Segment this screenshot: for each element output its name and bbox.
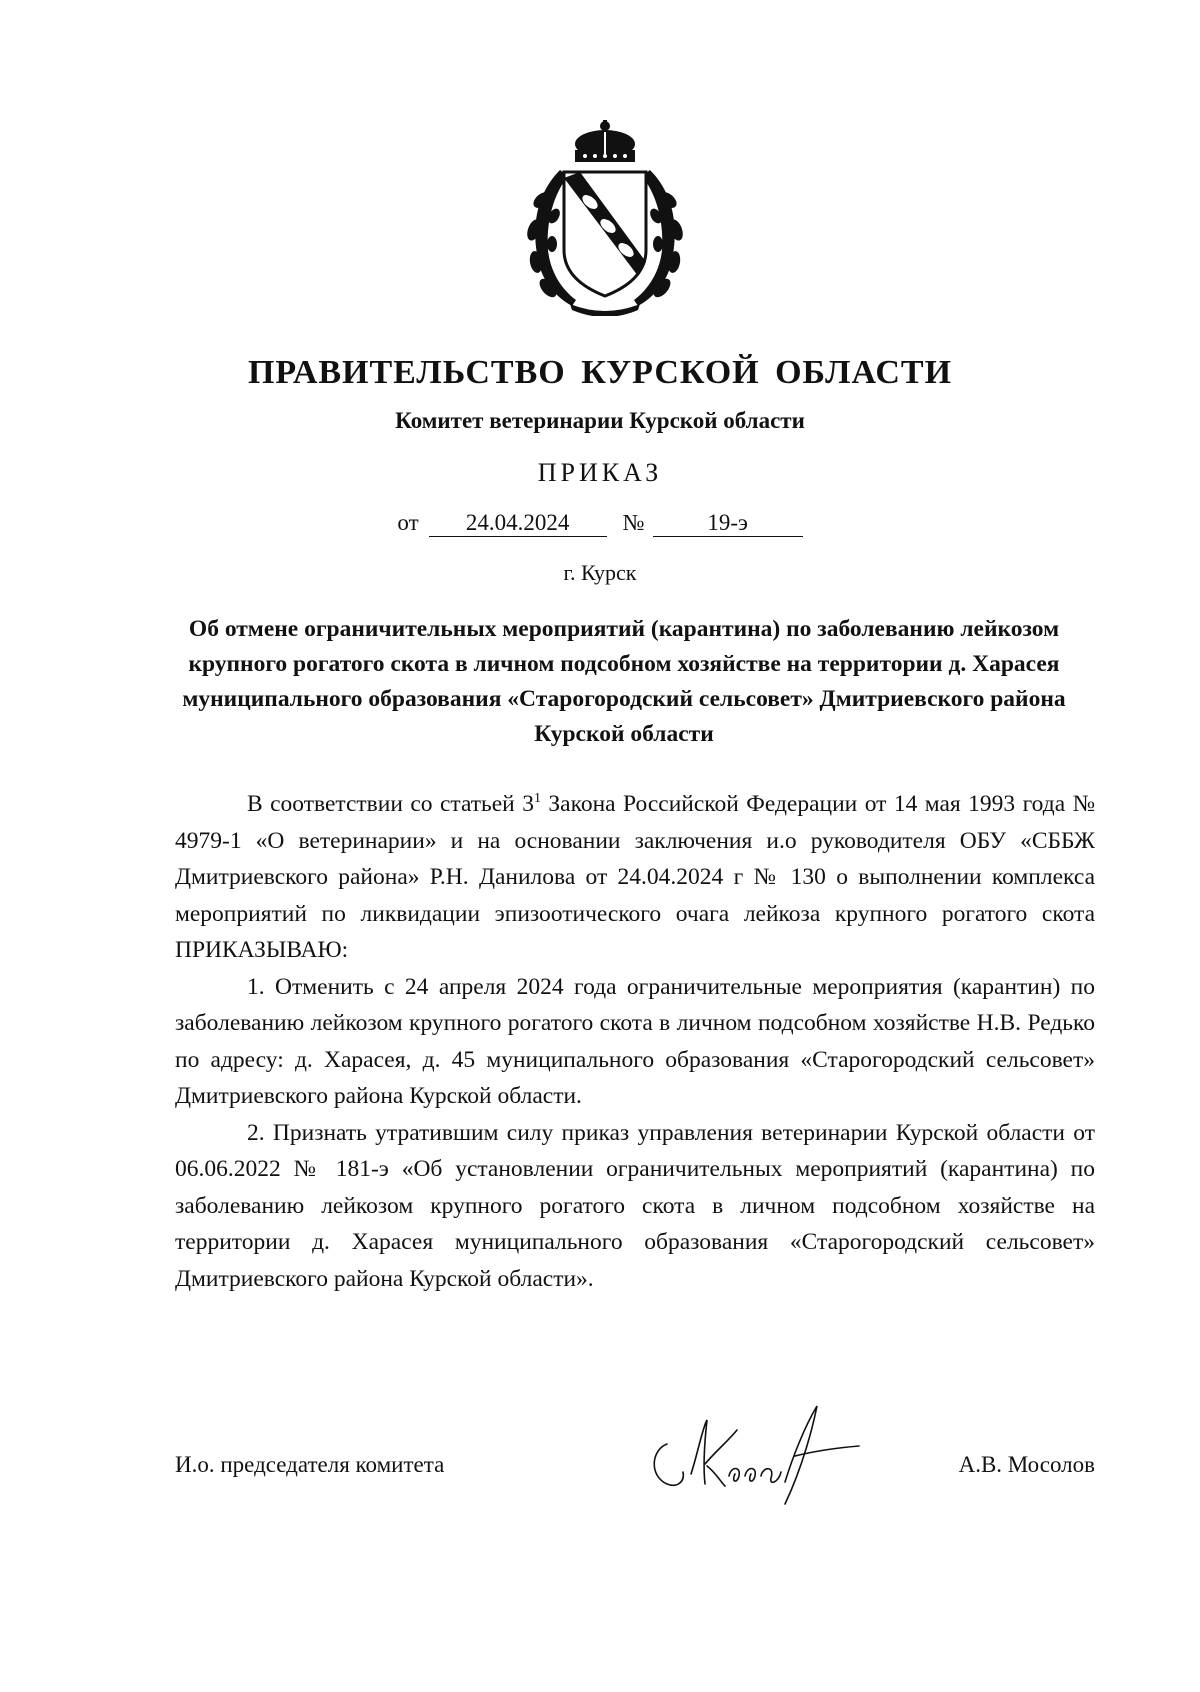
handwritten-signature [645,1386,870,1516]
paragraph-preamble [175,786,1095,969]
preamble-text-end: Закона Российской Федерации от 14 мая 1993 года № 4979-1 «О ветеринарии» и на основании заключения и.о руководителя ОБУ «СББЖ Дмитриевского района» Р.Н. Данилова от 24.04.2024 г № 130 о выполнении комплекса мероприятий по ликвидации эпизоотического очага лейкоза крупного рогатого скота ПРИКАЗЫВАЮ: [175,791,1095,963]
document-type: ПРИКАЗ [537,458,663,487]
government-heading: ПРАВИТЕЛЬСТВО КУРСКОЙ ОБЛАСТИ [247,354,953,391]
date-prefix: от [397,510,419,535]
city-line: г. Курск [563,560,637,585]
signatory-role: И.о. председателя комитета [175,1452,445,1477]
paragraph-item-2: 2. Признать утратившим силу приказ управления ветеринарии Курской области от 06.06.2022 № 181-э «Об установлении ограничительных мероприятий (карантина) по заболеванию лейкозом крупного рогатого скота в личном подсобном хозяйстве на территории д. Харасея муниципального образования «Старогородский сельсовет» Дмитриевского района Курской области». [175,1119,1095,1292]
document-body [175,786,1095,1297]
number-sign: № [622,510,645,535]
article-superscript: 1 [533,791,541,807]
signatory-name: А.В. Мосолов [958,1452,1095,1477]
coat-of-arms-emblem [520,120,690,316]
preamble-text-start: В соответствии со статьей 3 [247,791,534,817]
committee-heading: Комитет ветеринарии Курской области [395,408,805,433]
paragraph-item-1: 1. Отменить с 24 апреля 2024 года ограничительные мероприятия (карантин) по заболеванию лейкозом крупного рогатого скота в личном подсобном хозяйстве Н.В. Редько по адресу: д. Харасея, д. 45 муниципального образования «Старогородский сельсовет» Дмитриевского района Курской области. [175,973,1095,1109]
document-title: Об отмене ограничительных мероприятий (карантина) по заболеванию лейкозом крупного рогатого скота в личном подсобном хозяйстве на территории д. Харасея муниципального образования «Старогородский сельсовет» Дмитриевского района Курской области [182,616,1066,747]
document-number: 19-э [653,510,803,537]
document-date: 24.04.2024 [429,510,607,537]
date-number-line [0,510,1200,537]
